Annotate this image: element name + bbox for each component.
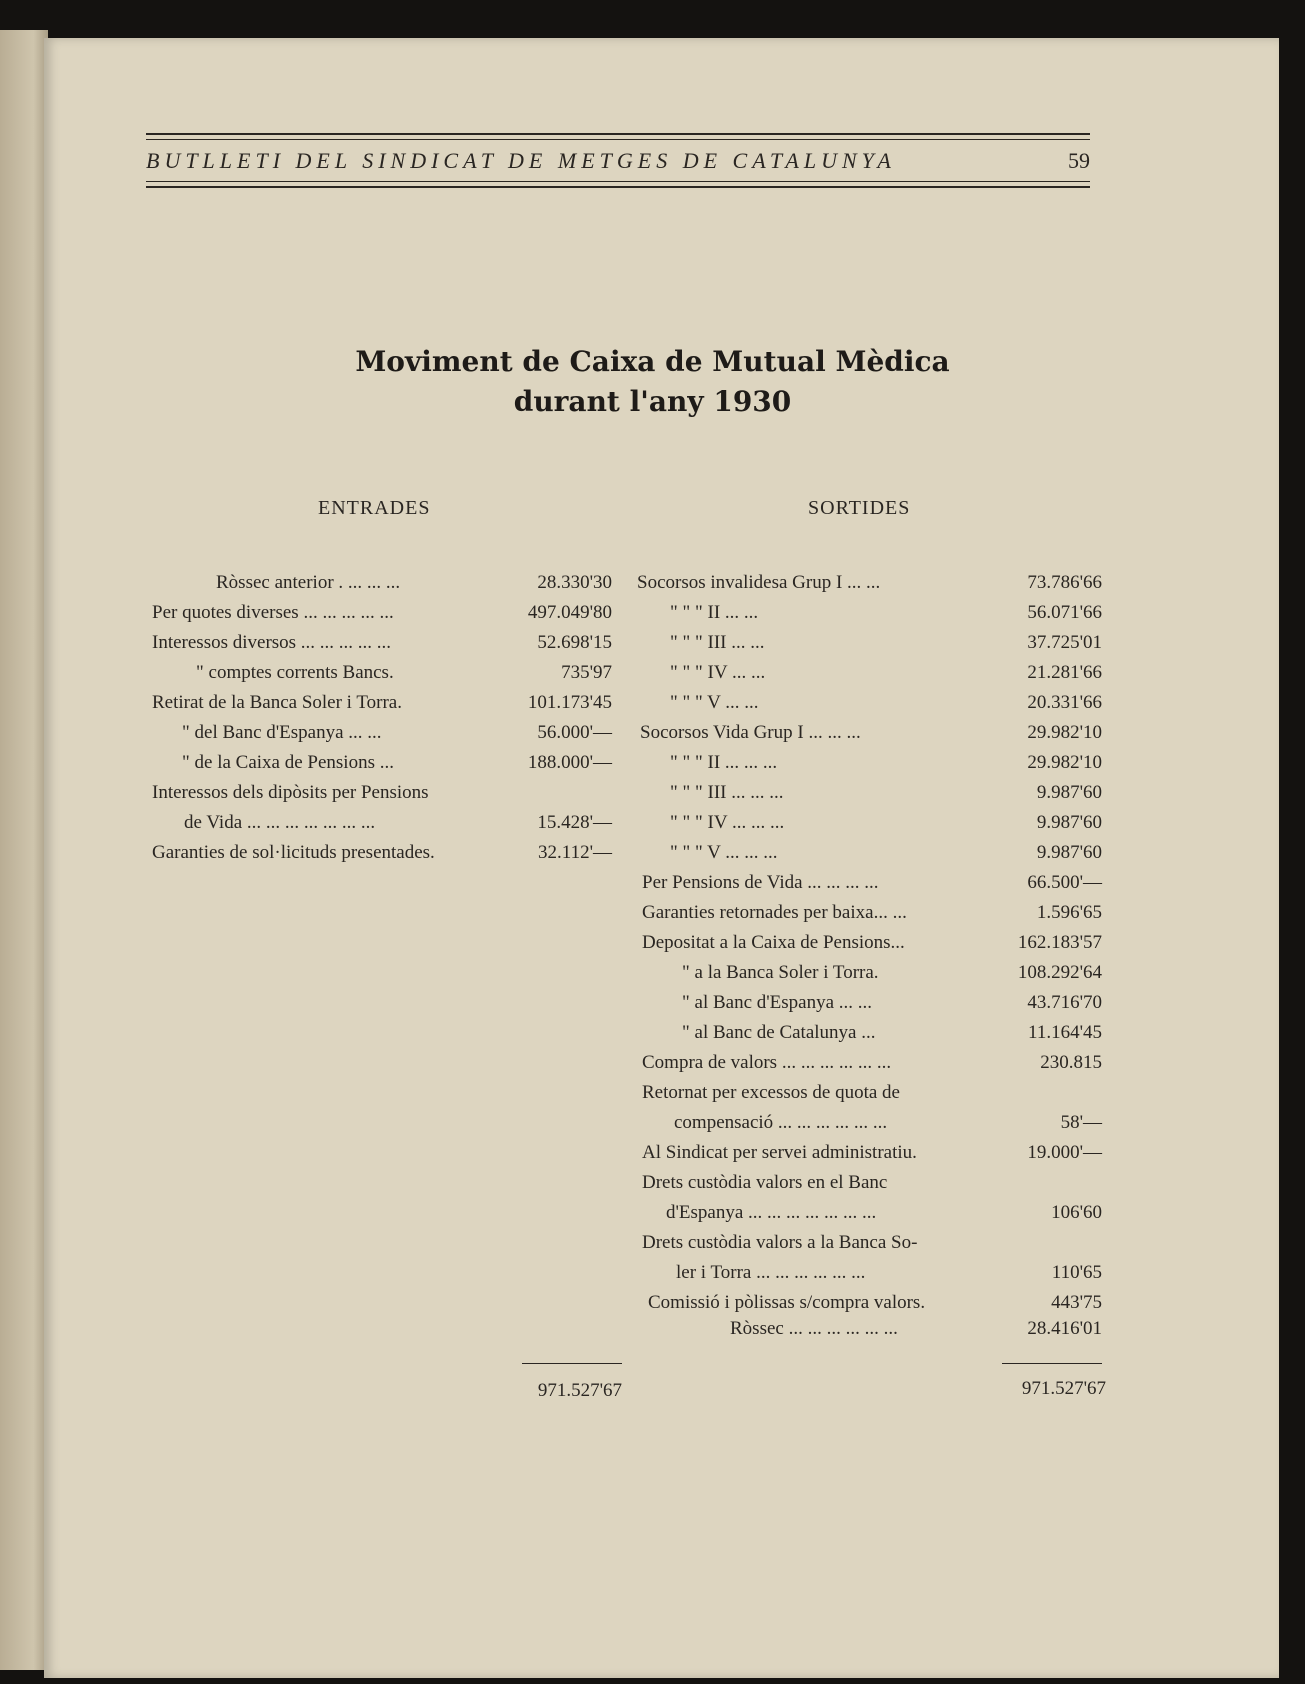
entrades-heading: ENTRADES [318, 497, 431, 519]
entrades-label: de Vida ... ... ... ... ... ... ... [184, 812, 376, 833]
entrades-label: " comptes corrents Bancs. [196, 662, 394, 683]
sortides-label: " " " IV ... ... ... [670, 812, 785, 833]
sortides-label: Comissió i pòlissas s/compra valors. [648, 1292, 926, 1313]
running-header [146, 148, 1090, 174]
sortides-label: Al Sindicat per servei administratiu. [642, 1142, 917, 1163]
sortides-amount: 21.281'66 [1027, 662, 1102, 683]
entrades-label: Retirat de la Banca Soler i Torra. [152, 692, 402, 713]
entrades-amount: 56.000'— [537, 722, 612, 743]
entrades-label: Per quotes diverses ... ... ... ... ... [152, 602, 394, 623]
sortides-amount: 37.725'01 [1027, 632, 1102, 653]
title-line-2: durant l'any 1930 [513, 385, 792, 418]
sortides-label: compensació ... ... ... ... ... ... [674, 1112, 888, 1133]
title-line-1: Moviment de Caixa de Mutual Mèdica [355, 345, 950, 378]
sortides-label: d'Espanya ... ... ... ... ... ... ... [666, 1202, 877, 1223]
sortides-label: " " " II ... ... [670, 602, 759, 623]
sortides-label: " " " II ... ... ... [670, 752, 778, 773]
entrades-amount: 32.112'— [538, 842, 612, 863]
entrades-label: Ròssec anterior . ... ... ... [216, 572, 401, 593]
sortides-amount: 56.071'66 [1027, 602, 1102, 623]
sortides-label: Garanties retornades per baixa... ... [642, 902, 907, 923]
sortides-amount: 29.982'10 [1027, 752, 1102, 773]
entrades-amount: 52.698'15 [537, 632, 612, 653]
entrades-total: 971.527'67 [537, 1380, 622, 1401]
header-rule-bottom-thick [146, 186, 1090, 188]
entrades-amount: 497.049'80 [527, 602, 612, 623]
sortides-amount: 230.815 [1040, 1052, 1102, 1073]
sortides-amount: 106'60 [1051, 1202, 1102, 1223]
sortides-amount: 43.716'70 [1027, 992, 1102, 1013]
sortides-label: " " " III ... ... ... [670, 782, 784, 803]
entrades-amount: 28.330'30 [537, 572, 612, 593]
sortides-total: 971.527'67 [1021, 1378, 1106, 1399]
entrades-amount: 188.000'— [527, 752, 612, 773]
sortides-amount: 110'65 [1051, 1262, 1102, 1283]
sortides-amount: 162.183'57 [1017, 932, 1102, 953]
sortides-label: ler i Torra ... ... ... ... ... ... [676, 1262, 866, 1283]
sortides-amount: 58'— [1060, 1112, 1102, 1133]
entrades-amount: 15.428'— [537, 812, 612, 833]
sortides-label: Per Pensions de Vida ... ... ... ... [642, 872, 879, 893]
sortides-label: " al Banc de Catalunya ... [682, 1022, 876, 1043]
entrades-amount: 735'97 [561, 662, 612, 683]
sortides-amount: 28.416'01 [1027, 1318, 1102, 1339]
sortides-heading: SORTIDES [808, 497, 911, 519]
sortides-amount: 66.500'— [1027, 872, 1102, 893]
sortides-amount: 9.987'60 [1036, 782, 1102, 803]
sortides-amount: 73.786'66 [1027, 572, 1102, 593]
sortides-amount: 108.292'64 [1017, 962, 1102, 983]
entrades-label: Interessos diversos ... ... ... ... ... [152, 632, 392, 653]
entrades-amount: 101.173'45 [527, 692, 612, 713]
sortides-label: Socorsos Vida Grup I ... ... ... [640, 722, 861, 743]
entrades-total-rule [522, 1363, 622, 1364]
sortides-label: " " " V ... ... ... [670, 842, 778, 863]
entrades-label: " de la Caixa de Pensions ... [182, 752, 394, 773]
sortides-label: Depositat a la Caixa de Pensions... [642, 932, 905, 953]
sortides-label: " al Banc d'Espanya ... ... [682, 992, 873, 1013]
page-number: 59 [1068, 148, 1090, 173]
sortides-label: " a la Banca Soler i Torra. [682, 962, 879, 983]
sortides-amount: 9.987'60 [1036, 812, 1102, 833]
sortides-label: " " " V ... ... [670, 692, 759, 713]
journal-title: BUTLLETI DEL SINDICAT DE METGES DE CATALUNYA [146, 148, 896, 173]
sortides-amount: 19.000'— [1027, 1142, 1102, 1163]
sortides-amount: 11.164'45 [1028, 1022, 1102, 1043]
header-rule-top-thin [146, 139, 1090, 140]
sortides-total-rule [1002, 1363, 1102, 1364]
sortides-label: Compra de valors ... ... ... ... ... ... [642, 1052, 892, 1073]
header-rule-bottom [146, 181, 1090, 182]
sortides-label: Retornat per excessos de quota de [642, 1082, 900, 1103]
sortides-label: Drets custòdia valors a la Banca So- [642, 1232, 918, 1253]
sortides-label: Drets custòdia valors en el Banc [642, 1172, 888, 1193]
entrades-label: Interessos dels dipòsits per Pensions [152, 782, 429, 803]
sortides-label: Ròssec ... ... ... ... ... ... [730, 1318, 898, 1339]
sortides-amount: 29.982'10 [1027, 722, 1102, 743]
sortides-amount: 443'75 [1051, 1292, 1102, 1313]
sortides-label: " " " III ... ... [670, 632, 765, 653]
sortides-label: Socorsos invalidesa Grup I ... ... [637, 572, 881, 593]
sortides-label: " " " IV ... ... [670, 662, 766, 683]
entrades-label: Garanties de sol·licituds presentades. [152, 842, 435, 863]
sortides-amount: 1.596'65 [1036, 902, 1102, 923]
header-rule-top [146, 133, 1090, 135]
previous-page-edge [0, 30, 48, 1670]
sortides-amount: 9.987'60 [1036, 842, 1102, 863]
sortides-amount: 20.331'66 [1027, 692, 1102, 713]
entrades-label: " del Banc d'Espanya ... ... [182, 722, 382, 743]
